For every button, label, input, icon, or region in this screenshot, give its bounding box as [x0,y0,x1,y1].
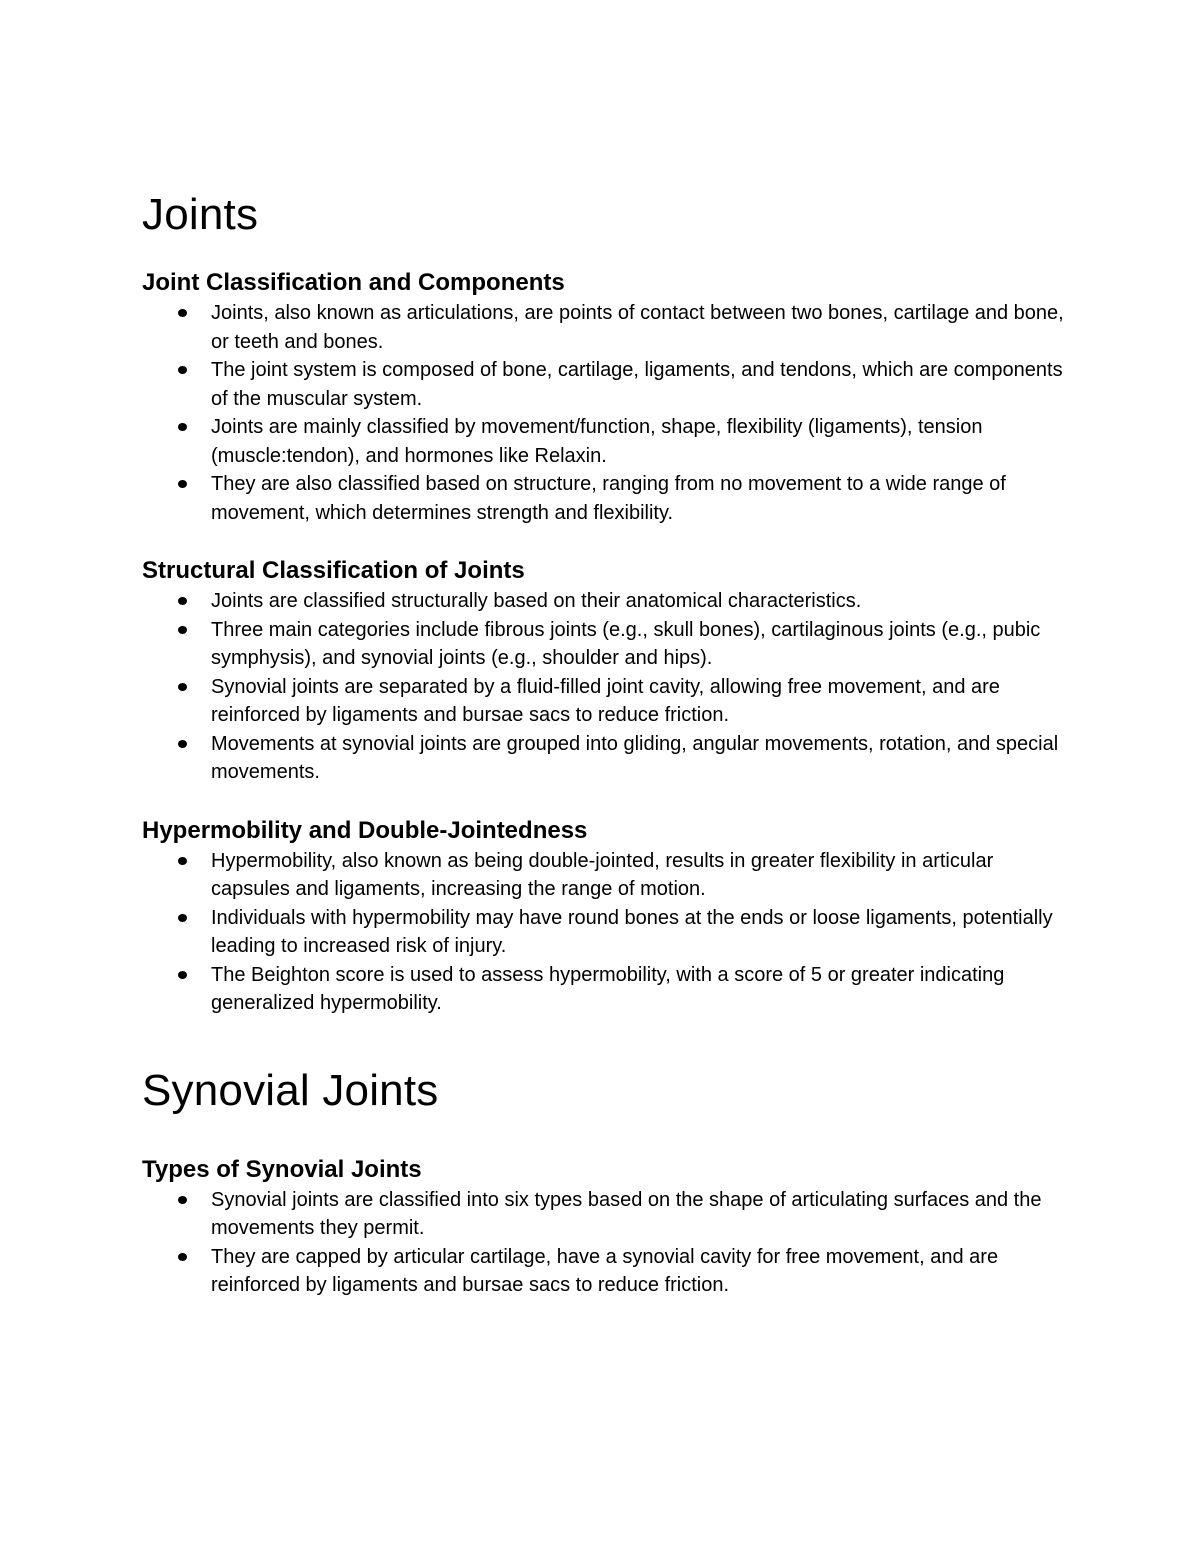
list-item [142,470,1072,527]
bullet-list [142,299,1072,527]
list-item [142,616,1072,673]
bullet-icon [178,480,187,488]
list-item-text: Synovial joints are separated by a fluid-filled joint cavity, allowing free movement, and are reinforced by ligaments and bursae sacs to reduce friction. [211,675,1000,726]
list-item [142,847,1072,904]
list-item-text: The joint system is composed of bone, cartilage, ligaments, and tendons, which are components of the muscular system. [211,359,1063,410]
list-item [142,673,1072,730]
list-item [142,730,1072,787]
bullet-icon [178,309,187,317]
list-item-text: Joints are classified structurally based on their anatomical characteristics. [211,590,862,612]
bullet-icon [178,626,187,634]
page-title: Joints [142,190,259,239]
list-item-text: They are capped by articular cartilage, have a synovial cavity for free movement, and are reinforced by ligaments and bursae sacs to reduce friction. [211,1245,999,1296]
list-item [142,1243,1072,1300]
section-heading: Structural Classification of Joints [142,557,525,584]
section-heading: Joint Classification and Components [142,269,565,296]
list-item [142,961,1072,1018]
bullet-icon [178,740,187,748]
section-heading: Types of Synovial Joints [142,1155,422,1183]
list-item-text: Individuals with hypermobility may have round bones at the ends or loose ligaments, potentially leading to increased risk of injury. [211,906,1053,957]
list-item-text: They are also classified based on structure, ranging from no movement to a wide range of movement, which determines strength and flexibility. [211,473,1006,524]
list-item-text: Hypermobility, also known as being double-jointed, results in greater flexibility in articular capsules and ligaments, increasing the range of motion. [211,849,994,900]
bullet-icon [178,1253,187,1261]
list-item [142,1186,1072,1243]
bullet-list [142,847,1072,1018]
bullet-icon [178,597,187,605]
bullet-icon [178,423,187,431]
list-item [142,356,1072,413]
document-content [142,186,1072,1300]
list-item-text: Joints, also known as articulations, are points of contact between two bones, cartilage and bone, or teeth and bones. [211,302,1064,353]
bullet-icon [178,914,187,922]
list-item-text: Joints are mainly classified by movement/function, shape, flexibility (ligaments), tension (muscle:tendon), and hormones like Relaxin. [211,416,983,467]
list-item-text: Three main categories include fibrous joints (e.g., skull bones), cartilaginous joints (e.g., pubic symphysis), and synovial joints (e.g., shoulder and hips). [211,618,1041,669]
list-item-text: Movements at synovial joints are grouped into gliding, angular movements, rotation, and special movements. [211,732,1059,783]
list-item-text: The Beighton score is used to assess hypermobility, with a score of 5 or greater indicating generalized hypermobility. [211,963,1005,1014]
list-item [142,299,1072,356]
bullet-icon [178,1196,187,1204]
list-item-text: Synovial joints are classified into six types based on the shape of articulating surfaces and the movements they permit. [211,1188,1042,1239]
section-heading: Hypermobility and Double-Jointedness [142,816,588,844]
list-item [142,587,1072,616]
bullet-icon [178,683,187,691]
bullet-list [142,1186,1072,1300]
bullet-icon [178,971,187,979]
list-item [142,904,1072,961]
bullet-list [142,587,1072,787]
bullet-icon [178,366,187,374]
section-title: Synovial Joints [142,1065,439,1115]
list-item [142,413,1072,470]
bullet-icon [178,857,187,865]
